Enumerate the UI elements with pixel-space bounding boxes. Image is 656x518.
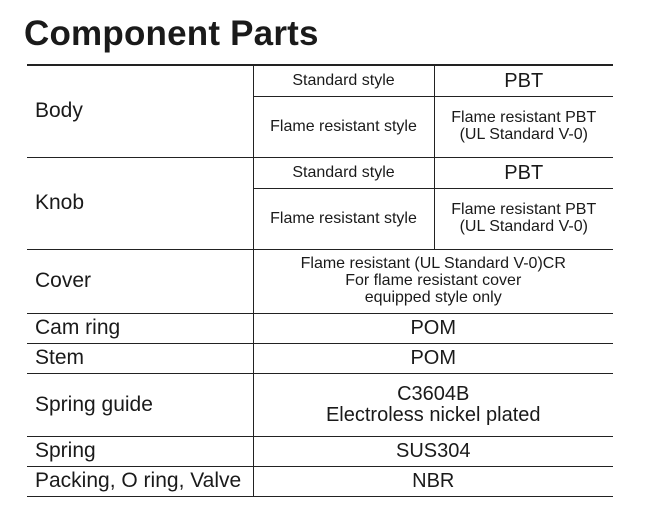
style-cell: Standard style xyxy=(253,158,434,189)
part-name-cam-ring: Cam ring xyxy=(27,314,253,344)
table-row xyxy=(27,314,613,344)
material-cell: PBT xyxy=(434,158,613,189)
table-row xyxy=(27,344,613,374)
page-title: Component Parts xyxy=(24,14,319,53)
component-parts-table xyxy=(27,64,613,497)
material-cell: NBR xyxy=(253,467,613,497)
material-cell xyxy=(434,189,613,250)
table-row xyxy=(27,250,613,314)
material-cell: PBT xyxy=(434,65,613,97)
part-name-spring-guide: Spring guide xyxy=(27,374,253,437)
material-cell: POM xyxy=(253,314,613,344)
part-name-stem: Stem xyxy=(27,344,253,374)
table-row xyxy=(27,158,613,189)
material-line: Flame resistant PBT xyxy=(451,109,597,127)
material-line: C3604B xyxy=(397,383,470,405)
material-line: Flame resistant PBT xyxy=(451,201,597,219)
part-name-packing: Packing, O ring, Valve xyxy=(27,467,253,497)
style-cell: Flame resistant style xyxy=(253,97,434,158)
material-line: Electroless nickel plated xyxy=(325,404,541,426)
table-row xyxy=(27,437,613,467)
material-cell xyxy=(253,374,613,437)
material-line: equipped style only xyxy=(364,288,502,306)
table-row xyxy=(27,467,613,497)
material-line: Flame resistant (UL Standard V-0)CR xyxy=(300,255,566,273)
material-cell: SUS304 xyxy=(253,437,613,467)
part-name-spring: Spring xyxy=(27,437,253,467)
material-line: (UL Standard V-0) xyxy=(459,218,588,235)
part-name-cover: Cover xyxy=(27,250,253,314)
table-row xyxy=(27,65,613,97)
table-row xyxy=(27,374,613,437)
style-cell: Flame resistant style xyxy=(253,189,434,250)
material-cell: POM xyxy=(253,344,613,374)
material-line: (UL Standard V-0) xyxy=(459,126,588,143)
material-cell xyxy=(434,97,613,158)
part-name-knob: Knob xyxy=(27,158,253,250)
material-cell xyxy=(253,250,613,314)
part-name-body: Body xyxy=(27,65,253,158)
style-cell: Standard style xyxy=(253,65,434,97)
material-line: For flame resistant cover xyxy=(345,272,522,290)
